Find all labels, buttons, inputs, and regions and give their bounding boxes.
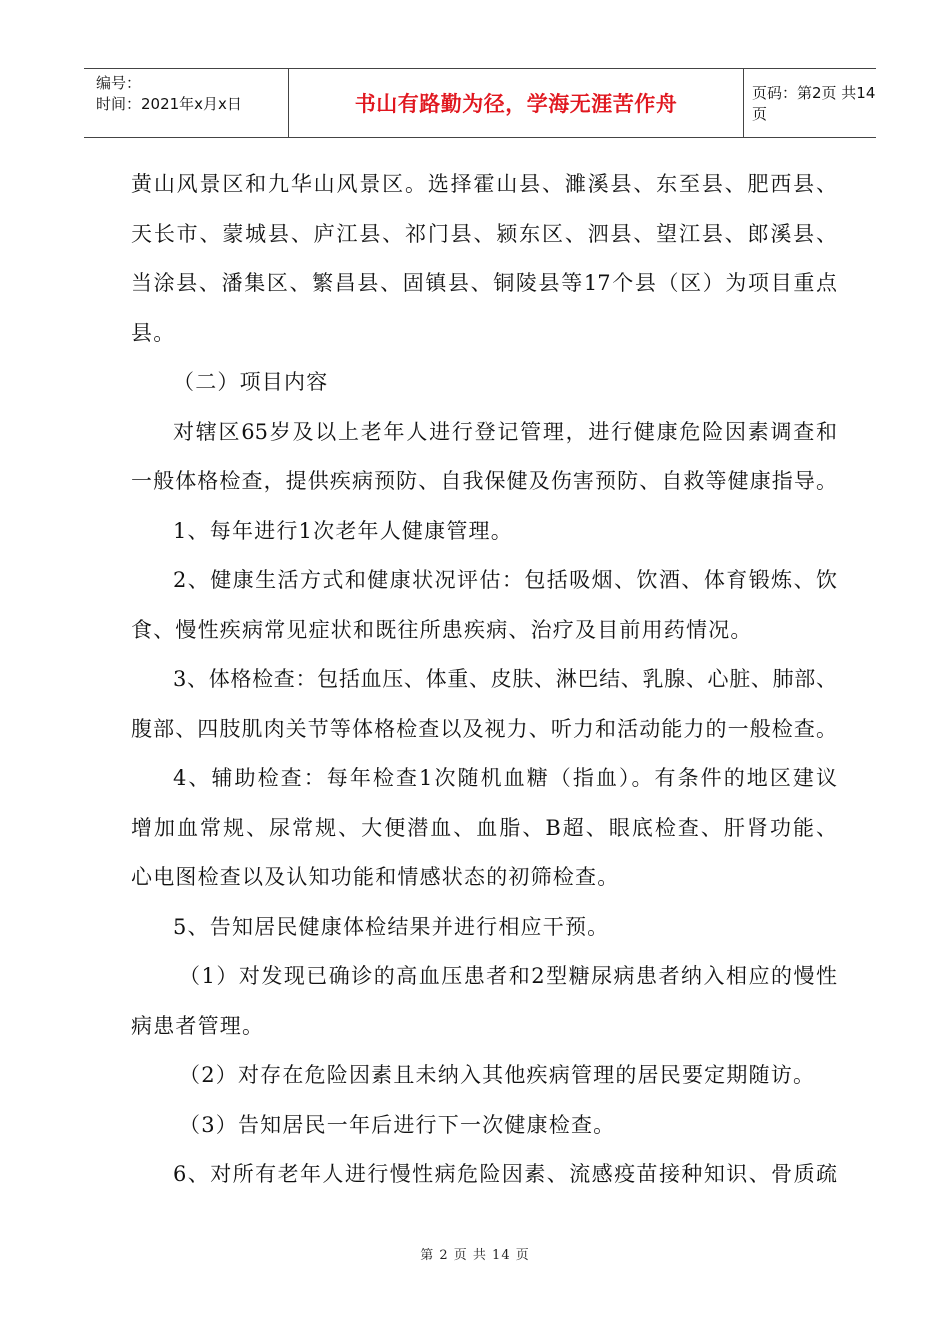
- body-line: 3、体格检查：包括血压、体重、皮肤、淋巴结、乳腺、心脏、肺部、: [173, 667, 837, 691]
- body-line: （3）告知居民一年后进行下一次健康检查。: [179, 1112, 616, 1137]
- body-line: 4、辅助检查：每年检查1次随机血糖（指血）。有条件的地区建议: [173, 766, 837, 790]
- body-line: 当涂县、潘集区、繁昌县、固镇县、铜陵县等17个县（区）为项目重点: [131, 271, 837, 295]
- section-heading: （二）项目内容: [173, 370, 329, 394]
- page-footer: 第 2 页 共 14 页: [420, 1248, 530, 1263]
- body-line: 一般体格检查，提供疾病预防、自我保健及伤害预防、自救等健康指导。: [131, 469, 837, 493]
- header-meta: [84, 69, 288, 137]
- header-motto-cell: [288, 69, 744, 137]
- body-line: 2、健康生活方式和健康状况评估：包括吸烟、饮酒、体育锻炼、饮: [173, 568, 837, 592]
- page-info: 页码：第2页 共14页: [752, 84, 876, 123]
- serial-label: 编号：: [96, 74, 142, 92]
- body-line: （1）对发现已确诊的高血压患者和2型糖尿病患者纳入相应的慢性: [179, 964, 837, 988]
- body-line: 5、告知居民健康体检结果并进行相应干预。: [173, 914, 610, 939]
- body-line: 腹部、四肢肌肉关节等体格检查以及视力、听力和活动能力的一般检查。: [131, 716, 837, 741]
- body-line: 县。: [131, 320, 176, 345]
- body-line: 心电图检查以及认知功能和情感状态的初筛检查。: [131, 865, 620, 889]
- body-line: 病患者管理。: [131, 1013, 265, 1038]
- motto-text: 书山有路勤为径，学海无涯苦作舟: [354, 92, 678, 116]
- body-line: 黄山风景区和九华山风景区。选择霍山县、濉溪县、东至县、肥西县、: [131, 172, 837, 196]
- body-line: 增加血常规、尿常规、大便潜血、血脂、B超、眼底检查、肝肾功能、: [131, 815, 837, 840]
- body-line: 6、对所有老年人进行慢性病危险因素、流感疫苗接种知识、骨质疏: [173, 1162, 837, 1186]
- time-label: 时间：2021年x月x日: [96, 95, 242, 113]
- body-line: 1、每年进行1次老年人健康管理。: [173, 518, 513, 543]
- body-line: 天长市、蒙城县、庐江县、祁门县、颍东区、泗县、望江县、郎溪县、: [131, 221, 837, 246]
- body-line: （2）对存在危险因素且未纳入其他疾病管理的居民要定期随访。: [179, 1063, 816, 1087]
- document-header: [84, 68, 876, 138]
- body-line: 对辖区65岁及以上老年人进行登记管理，进行健康危险因素调查和: [173, 419, 837, 444]
- document-body: [131, 160, 837, 1200]
- body-line: 食、慢性疾病常见症状和既往所患疾病、治疗及目前用药情况。: [131, 617, 753, 642]
